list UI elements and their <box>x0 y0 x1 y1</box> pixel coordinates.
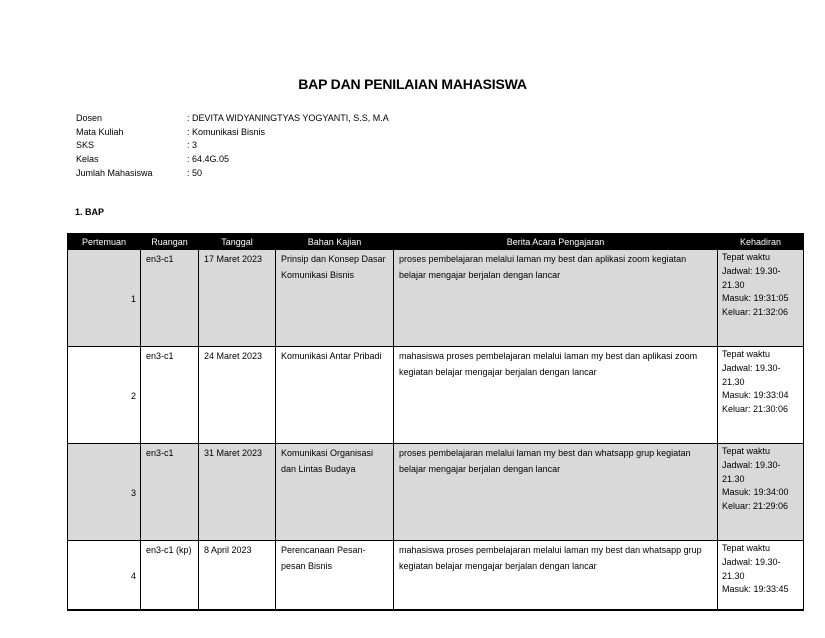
cell-bahan-kajian: Komunikasi Organisasi dan Lintas Budaya <box>276 444 394 541</box>
column-header-bahan-kajian: Bahan Kajian <box>276 234 394 250</box>
cell-kehadiran <box>718 347 804 444</box>
info-label: Kelas <box>76 154 99 165</box>
document-title: BAP DAN PENILAIAN MAHASISWA <box>298 76 527 92</box>
column-header-tanggal: Tanggal <box>199 234 276 250</box>
info-label: Mata Kuliah <box>76 126 124 137</box>
cell-pertemuan: 4 <box>68 541 141 611</box>
cell-berita-acara: proses pembelajaran melalui laman my best dan aplikasi zoom kegiatan belajar mengajar berjalan dengan lancar <box>394 250 718 347</box>
cell-ruangan: en3-c1 <box>141 347 199 444</box>
table-row <box>68 250 804 347</box>
info-label: Dosen <box>76 112 103 123</box>
cell-pertemuan: 3 <box>68 444 141 541</box>
info-value: : 50 <box>187 168 203 179</box>
cell-tanggal: 17 Maret 2023 <box>199 250 276 347</box>
attendance-status: Tepat waktu <box>722 349 771 359</box>
attendance-check-in: Masuk: 19:31:05 <box>722 293 789 304</box>
attendance-status: Tepat waktu <box>722 543 771 553</box>
cell-berita-acara: mahasiswa proses pembelajaran melalui laman my best dan aplikasi zoom kegiatan belajar mengajar berjalan dengan lancar <box>394 347 718 444</box>
info-row-kelas <box>76 152 389 166</box>
attendance-status: Tepat waktu <box>722 446 771 456</box>
column-header-kehadiran: Kehadiran <box>718 234 804 250</box>
attendance-schedule: Jadwal: 19.30-21.30 <box>722 556 781 581</box>
bap-table <box>67 233 804 611</box>
cell-pertemuan: 1 <box>68 250 141 347</box>
attendance-check-out: Keluar: 21:29:06 <box>722 501 789 512</box>
cell-bahan-kajian: Perencanaan Pesan-pesan Bisnis <box>276 541 394 611</box>
section-heading: 1. BAP <box>75 207 105 217</box>
info-label: Jumlah Mahasiswa <box>76 168 153 179</box>
attendance-schedule: Jadwal: 19.30-21.30 <box>722 265 781 290</box>
table-header-row <box>68 234 804 250</box>
info-value: : 3 <box>187 140 198 151</box>
info-row-jumlah-mahasiswa <box>76 166 389 180</box>
attendance-status: Tepat waktu <box>722 252 771 262</box>
cell-ruangan: en3-c1 <box>141 444 199 541</box>
cell-tanggal: 31 Maret 2023 <box>199 444 276 541</box>
attendance-check-out: Keluar: 21:32:06 <box>722 307 789 318</box>
attendance-schedule: Jadwal: 19.30-21.30 <box>722 459 781 484</box>
column-header-berita-acara: Berita Acara Pengajaran <box>394 234 718 250</box>
cell-tanggal: 24 Maret 2023 <box>199 347 276 444</box>
cell-bahan-kajian: Prinsip dan Konsep Dasar Komunikasi Bisnis <box>276 250 394 347</box>
cell-ruangan: en3-c1 (kp) <box>141 541 199 611</box>
attendance-check-in: Masuk: 19:33:45 <box>722 584 789 595</box>
table-row <box>68 347 804 444</box>
cell-berita-acara: proses pembelajaran melalui laman my best dan whatsapp grup kegiatan belajar mengajar berjalan dengan lancar <box>394 444 718 541</box>
cell-ruangan: en3-c1 <box>141 250 199 347</box>
cell-pertemuan: 2 <box>68 347 141 444</box>
info-row-sks <box>76 139 389 153</box>
table-row <box>68 541 804 611</box>
cell-bahan-kajian: Komunikasi Antar Pribadi <box>276 347 394 444</box>
attendance-check-in: Masuk: 19:33:04 <box>722 390 789 401</box>
info-row-dosen <box>76 111 389 125</box>
attendance-check-in: Masuk: 19:34:00 <box>722 487 789 498</box>
attendance-check-out: Keluar: 21:30:06 <box>722 404 789 415</box>
cell-tanggal: 8 April 2023 <box>199 541 276 611</box>
column-header-pertemuan: Pertemuan <box>68 234 141 250</box>
info-value: : 64.4G.05 <box>187 154 230 165</box>
cell-berita-acara: mahasiswa proses pembelajaran melalui laman my best dan whatsapp grup kegiatan belajar mengajar berjalan dengan lancar <box>394 541 718 611</box>
table-row <box>68 444 804 541</box>
info-row-mata-kuliah <box>76 125 389 139</box>
column-header-ruangan: Ruangan <box>141 234 199 250</box>
info-value: : DEVITA WIDYANINGTYAS YOGYANTI, S.S, M.A <box>187 112 389 123</box>
cell-kehadiran <box>718 444 804 541</box>
cell-kehadiran <box>718 541 804 611</box>
course-info <box>76 111 389 180</box>
info-label: SKS <box>76 140 95 151</box>
cell-kehadiran <box>718 250 804 347</box>
info-value: : Komunikasi Bisnis <box>187 126 266 137</box>
attendance-schedule: Jadwal: 19.30-21.30 <box>722 362 781 387</box>
